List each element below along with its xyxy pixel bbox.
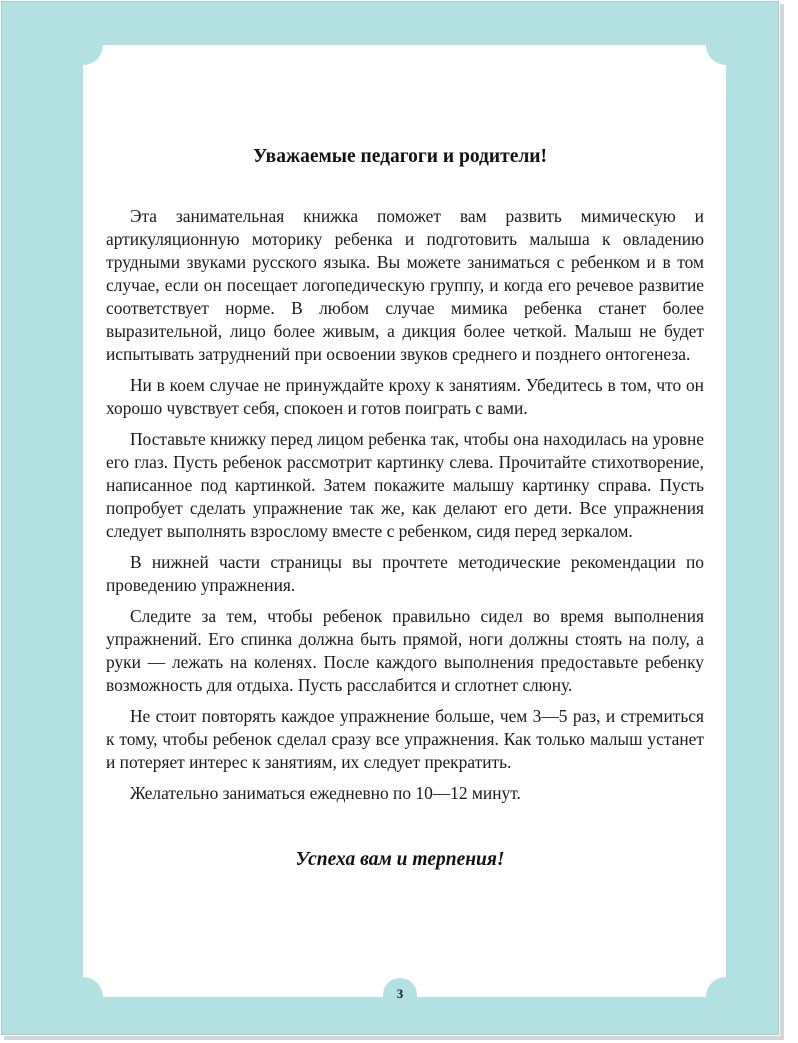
closing-wish: Успеха вам и терпения! [295,849,505,870]
paragraph-posture: Следите за тем, чтобы ребенок правильно сидел во время выполнения упражнений. Его спинка должна быть прямой, ноги должны стоять на полу, а руки — лежать на коленях. После каждого выполнения предоставьте ребенку возможность для отдыха. Пусть расслабится и сглотнет слюну. [106,606,704,695]
corner-notch-top-left [63,25,103,65]
paragraph-no-force: Ни в коем случае не принуждайте кроху к занятиям. Убедитесь в том, что он хорошо чувствует себя, спокоен и готов поиграть с вами. [106,375,704,418]
page-number: 3 [396,986,404,1001]
corner-notch-bottom-left [63,977,103,1017]
page-shadow-bottom [4,1036,784,1040]
paragraph-repetitions: Не стоит повторять каждое упражнение больше, чем 3—5 раз, и стремиться к тому, чтобы ребенок сделал сразу все упражнения. Как только малыш устанет и потеряет интерес к занятиям, их следует прекратить. [106,706,704,772]
paragraph-daily: Желательно заниматься ежедневно по 10—12 минут. [130,783,521,803]
page-shadow-right [780,4,784,1036]
paragraph-intro: Эта занимательная книжка поможет вам развить мимическую и артикуляционную моторику ребенка и подготовить малыша к овладению трудными звуками русского языка. Вы можете заниматься с ребенком и в том случае, если он посещает логопедическую группу, и когда его речевое развитие соответствует норме. В любом случае мимика ребенка станет более выразительной, лицо более живым, а дикция более четкой. Малыш не будет испытывать затруднений при освоении звуков среднего и позднего онтогенеза. [106,206,704,364]
corner-notch-top-right [706,25,746,65]
corner-notch-bottom-right [706,977,746,1017]
paragraph-recommendations: В нижней части страницы вы прочтете методические рекомендации по проведению упражнения. [106,552,704,595]
page-title: Уважаемые педагоги и родители! [252,146,548,167]
paragraph-book-position: Поставьте книжку перед лицом ребенка так, чтобы она находилась на уровне его глаз. Пусть ребенок рассмотрит картинку слева. Прочитайте стихотворение, написанное под картинкой. Затем покажите малышу картинку справа. Пусть попробует сделать упражнение так же, как делают его дети. Все упражнения следует выполнять взрослому вместе с ребенком, сидя перед зеркалом. [106,429,704,541]
body-text [106,205,704,813]
